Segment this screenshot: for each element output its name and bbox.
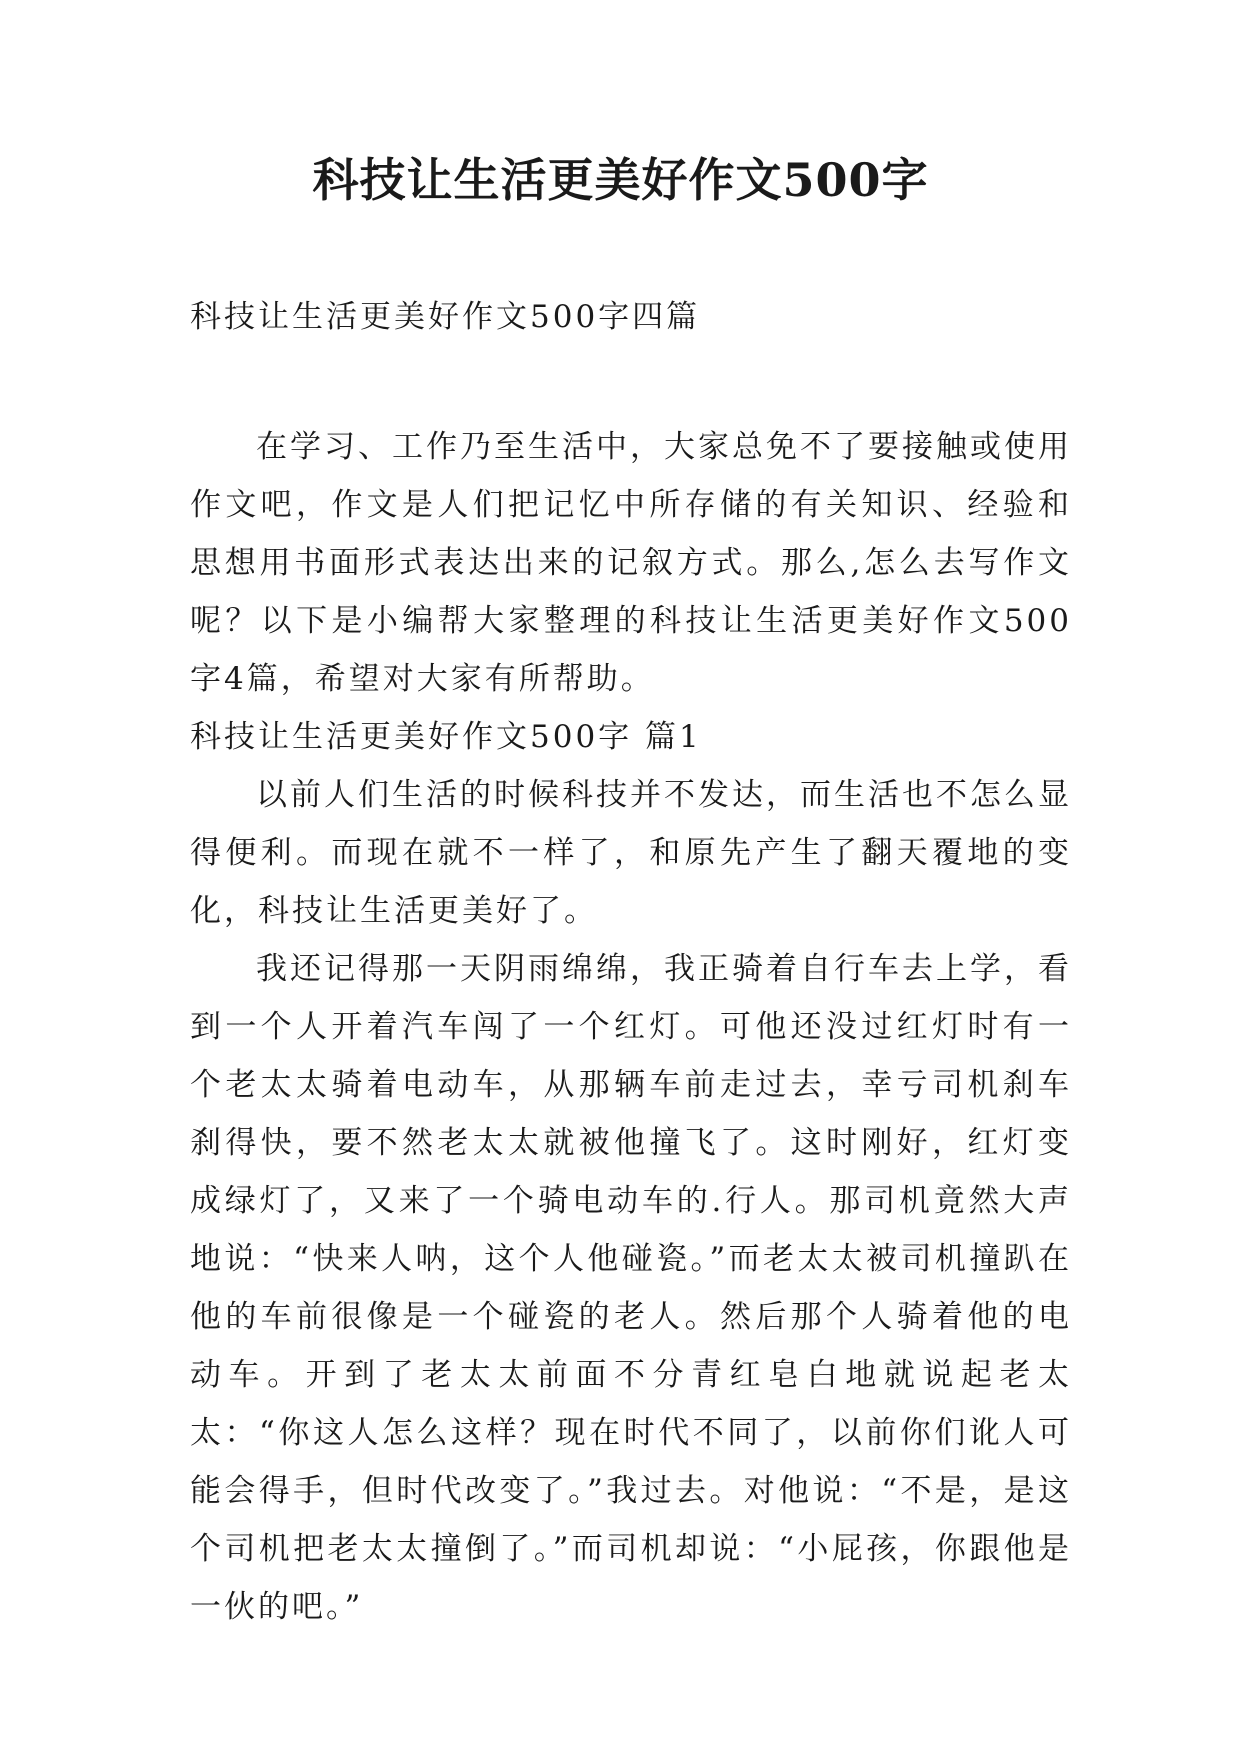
document-subtitle: 科技让生活更美好作文500字四篇 [190, 299, 701, 335]
document-title: 科技让生活更美好作文500字 [312, 153, 929, 207]
section-heading: 科技让生活更美好作文500字 篇1 [190, 719, 702, 755]
body-paragraph: 以前人们生活的时候科技并不发达，而生活也不怎么显得便利。而现在就不一样了，和原先产生了翻天覆地的变化，科技让生活更美好了。 [190, 777, 1072, 929]
document-body [190, 288, 1072, 1636]
body-paragraph: 我还记得那一天阴雨绵绵，我正骑着自行车去上学，看到一个人开着汽车闯了一个红灯。可他还没过红灯时有一个老太太骑着电动车，从那辆车前走过去，幸亏司机刹车刹得快，要不然老太太就被他撞飞了。这时刚好，红灯变成绿灯了，又来了一个骑电动车的.行人。那司机竟然大声地说：“快来人呐，这个人他碰瓷。”而老太太被司机撞趴在他的车前很像是一个碰瓷的老人。然后那个人骑着他的电动车。开到了老太太前面不分青红皂白地就说起老太太：“你这人怎么这样？现在时代不同了，以前你们讹人可能会得手，但时代改变了。”我过去。对他说：“不是，是这个司机把老太太撞倒了。”而司机却说：“小屁孩，你跟他是一伙的吧。” [190, 951, 1072, 1625]
spacer [190, 346, 1072, 418]
intro-paragraph: 在学习、工作乃至生活中，大家总免不了要接触或使用作文吧，作文是人们把记忆中所存储的有关知识、经验和思想用书面形式表达出来的记叙方式。那么,怎么去写作文呢？以下是小编帮大家整理的科技让生活更美好作文500字4篇，希望对大家有所帮助。 [190, 429, 1072, 697]
